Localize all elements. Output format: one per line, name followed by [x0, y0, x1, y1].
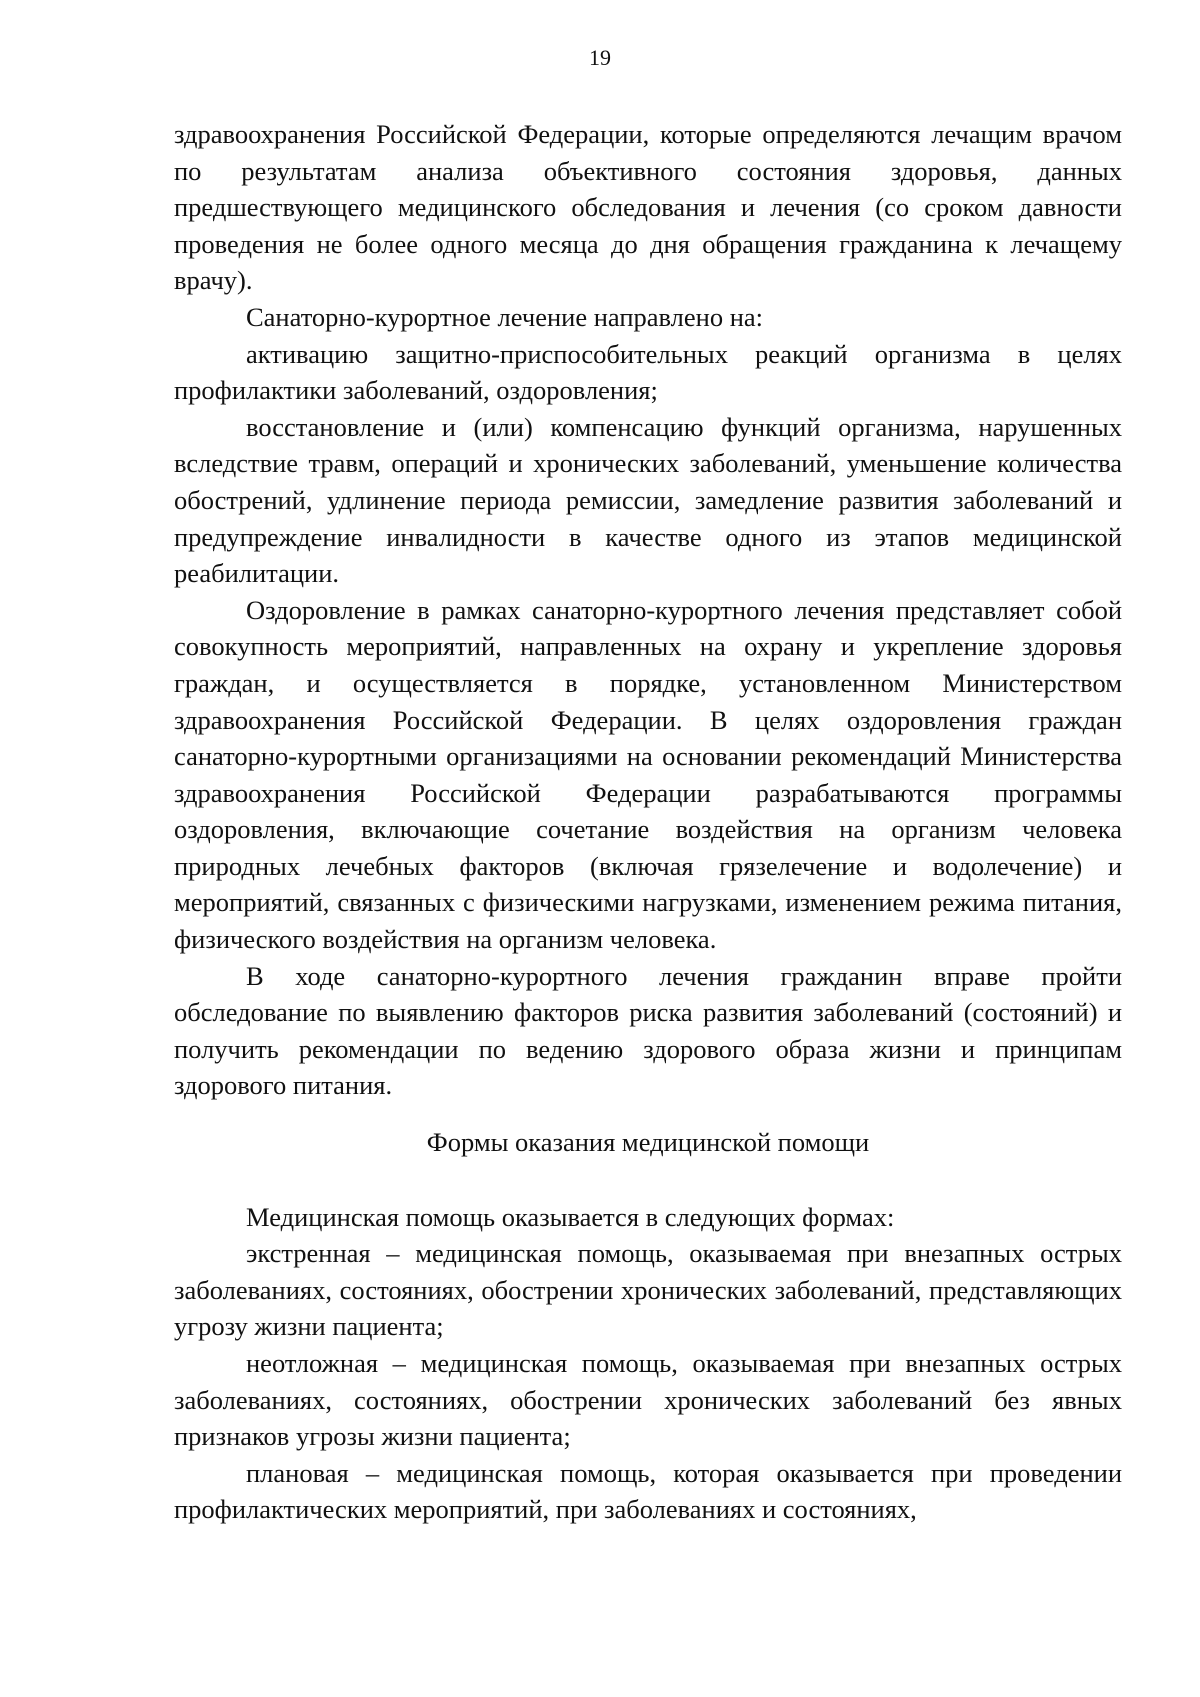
section-heading: Формы оказания медицинской помощи	[426, 1127, 870, 1158]
paragraph-emergency-form: экстренная – медицинская помощь, оказываемая при внезапных острых заболеваниях, состояниях, обострении хронических заболеваний, представляющих угрозу жизни пациента;	[174, 1238, 1122, 1342]
paragraph-urgent-form: неотложная – медицинская помощь, оказываемая при внезапных острых заболеваниях, состояниях, обострении хронических заболеваний без явных признаков угрозы жизни пациента;	[174, 1348, 1122, 1452]
paragraph-spa-treatment-intro: Санаторно-курортное лечение направлено на:	[246, 301, 764, 332]
paragraph-activation: активацию защитно-приспособительных реакций организма в целях профилактики заболеваний, оздоровления;	[174, 338, 1122, 406]
paragraph-planned-form: плановая – медицинская помощь, которая оказывается при проведении профилактических мероприятий, при заболеваниях и состояниях,	[174, 1457, 1122, 1525]
paragraph-forms-intro: Медицинская помощь оказывается в следующих формах:	[246, 1201, 895, 1232]
paragraph-restoration: восстановление и (или) компенсацию функций организма, нарушенных вследствие травм, операций и хронических заболеваний, уменьшение количества обострений, удлинение периода ремиссии, замедление развития заболеваний и предупреждение инвалидности в качестве одного из этапов медицинской реабилитации.	[174, 411, 1122, 589]
paragraph-health-improvement: Оздоровление в рамках санаторно-курортного лечения представляет собой совокупность мероприятий, направленных на охрану и укрепление здоровья граждан, и осуществляется в порядке, установленном Министерством здравоохранения Российской Федерации. В целях оздоровления граждан санаторно-курортными организациями на основании рекомендаций Министерства здравоохранения Российской Федерации разрабатываются программы оздоровления, включающие сочетание воздействия на организм человека природных лечебных факторов (включая грязелечение и водолечение) и мероприятий, связанных с физическими нагрузками, изменением режима питания, физического воздействия на организм человека.	[174, 594, 1122, 955]
paragraph-continuation: здравоохранения Российской Федерации, которые определяются лечащим врачом по результатам анализа объективного состояния здоровья, данных предшествующего медицинского обследования и лечения (со сроком давности проведения не более одного месяца до дня обращения гражданина к лечащему врачу).	[174, 119, 1122, 296]
paragraph-examination-right: В ходе санаторно-курортного лечения гражданин вправе пройти обследование по выявлению факторов риска развития заболеваний (состояний) и получить рекомендации по ведению здорового образа жизни и принципам здорового питания.	[174, 960, 1122, 1101]
document-body	[174, 116, 1122, 1528]
page-number: 19	[589, 45, 611, 70]
